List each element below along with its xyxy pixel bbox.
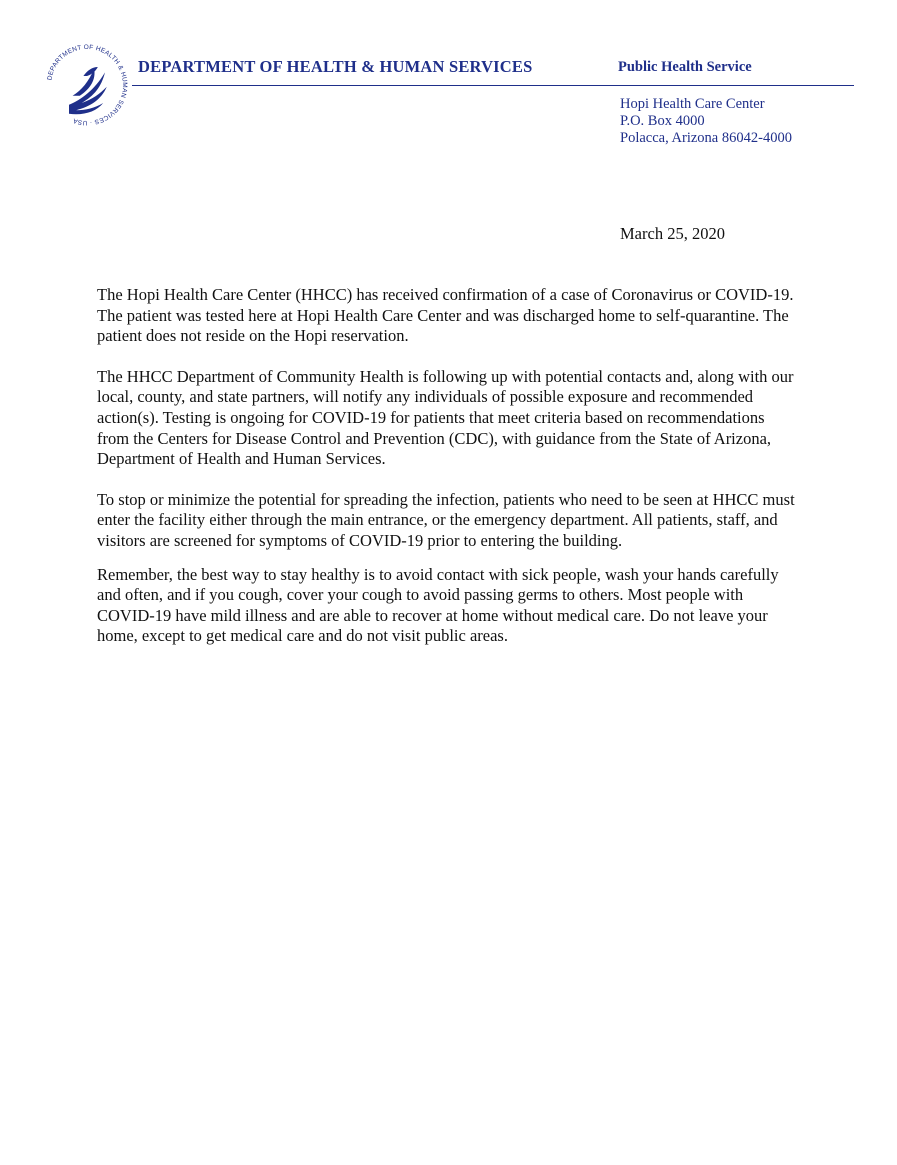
hhs-eagle-seal-icon [42,40,132,130]
service-title: Public Health Service [618,59,752,75]
letter-date: March 25, 2020 [620,224,725,243]
letter-body [97,285,797,647]
paragraph-contacts: The HHCC Department of Community Health is following up with potential contacts and, along with our local, county, and state partners, will notify any individuals of possible exposure and recommended action(s). Testing is ongoing for COVID-19 for patients that meet criteria based on recommendations from the Centers for Disease Control and Prevention (CDC), with guidance from the State of Arizona, Department of Health and Human Services. [97,366,794,469]
address-line-1: Hopi Health Care Center [620,96,765,112]
header-divider [132,85,854,86]
seal-ring-text: DEPARTMENT OF HEALTH & HUMAN SERVICES · USA [46,43,129,127]
paragraph-prevention: Remember, the best way to stay healthy is to avoid contact with sick people, wash your hands carefully and often, and if you cough, cover your cough to avoid passing germs to others. Most people with COVID-19 have mild illness and are able to recover at home without medical care. Do not leave your home, except to get medical care and do not visit public areas. [97,564,779,646]
paragraph-confirmation: The Hopi Health Care Center (HHCC) has received confirmation of a case of Coronavirus or COVID-19. The patient was tested here at Hopi Health Care Center and was discharged home to self-quarantine. The patient does not reside on the Hopi reservation. [97,285,794,346]
address-line-2: P.O. Box 4000 [620,113,705,129]
paragraph-entrance: To stop or minimize the potential for spreading the infection, patients who need to be seen at HHCC must enter the facility either through the main entrance, or the emergency department. All patients, staff, and visitors are screened for symptoms of COVID-19 prior to entering the building. [97,489,795,550]
department-title: DEPARTMENT OF HEALTH & HUMAN SERVICES [138,57,533,76]
address-line-3: Polacca, Arizona 86042-4000 [620,130,792,146]
sender-address [620,96,792,147]
